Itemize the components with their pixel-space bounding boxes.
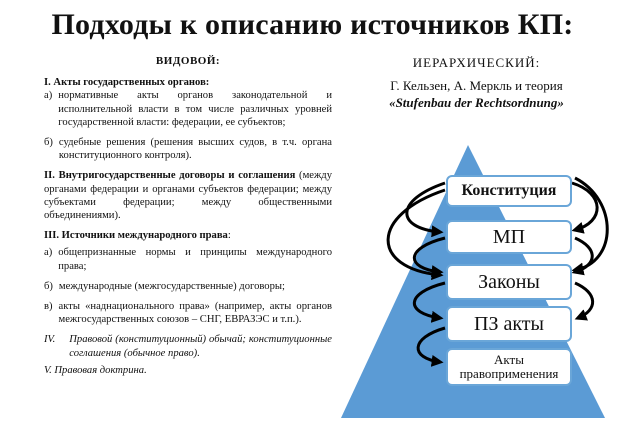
item-text: международные (межгосударственные) договоры; bbox=[58, 280, 285, 292]
pyramid-level-subordinate-acts: ПЗ акты bbox=[446, 306, 572, 342]
pyramid-level-enforcement-acts: Акты правоприменения bbox=[446, 348, 572, 386]
section-3-colon: : bbox=[227, 230, 231, 242]
arrow-laws-to-pz-right bbox=[575, 283, 593, 318]
authors-text: Г. Кельзен, А. Меркль и теория bbox=[390, 78, 563, 93]
pyramid-level-laws: Законы bbox=[446, 264, 572, 300]
section-2-title: II. Внутригосударственные договоры и соглашения bbox=[44, 170, 296, 182]
pyramid-level-mp: МП bbox=[446, 220, 572, 254]
species-heading: ВИДОВОЙ: bbox=[155, 55, 221, 67]
item-text: нормативные акты органов законодательной и исполнительной власти в том числе различных уровней государственной власти: федерации, ее субъектов; bbox=[58, 90, 332, 128]
item-text: судебные решения (решения высших судов, в т.ч. органа конституционного контроля). bbox=[58, 137, 332, 162]
section-2-text: (между органами федерации и органами субъектов федерации; между субъектами федерации; между общественными объединениями). bbox=[44, 170, 332, 222]
item-text: акты «наднационального права» (например, акты органов межгосударственных союзов – СНГ, ЕВРАЗЭС и т.п.). bbox=[58, 301, 332, 326]
hierarchical-heading: ИЕРАРХИЧЕСКИЙ: bbox=[412, 55, 541, 70]
section-1-title: I. Акты государственных органов: bbox=[44, 77, 210, 89]
arrow-mp-to-laws-right bbox=[575, 238, 592, 272]
section-3-title-text: III. Источники международного права bbox=[44, 230, 228, 242]
theory-name: «Stufenbau der Rechtsordnung» bbox=[389, 95, 564, 110]
item-marker: а) bbox=[44, 247, 53, 259]
slide-title: Подходы к описанию источников КП: bbox=[51, 8, 574, 41]
item-marker: в) bbox=[44, 301, 53, 313]
pyramid-level-constitution: Конституция bbox=[446, 175, 572, 207]
section-5: V. Правовая доктрина. bbox=[44, 364, 147, 376]
item-marker: IV. bbox=[44, 334, 56, 346]
item-marker: б) bbox=[44, 137, 53, 149]
item-text: общепризнанные нормы и принципы международного права; bbox=[58, 247, 332, 272]
item-marker: б) bbox=[44, 280, 53, 292]
arrow-constitution-to-mp-right bbox=[572, 183, 597, 230]
item-text: Правовой (конституционный) обычай; конституционные соглашения (обычное право). bbox=[69, 334, 332, 359]
item-marker: а) bbox=[44, 90, 53, 102]
